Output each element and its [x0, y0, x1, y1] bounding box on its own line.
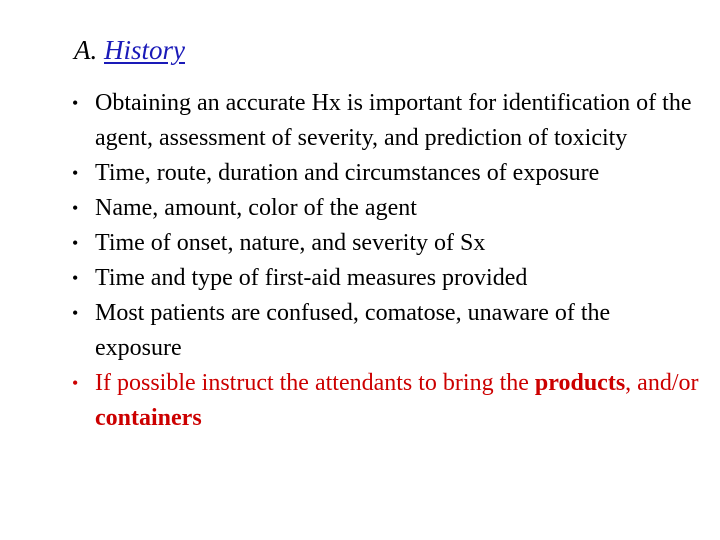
bullet-text: Time, route, duration and circumstances of exposure [95, 160, 600, 186]
bullet-text: Obtaining an accurate Hx is important for identification of the agent, assessment of severity, and prediction of toxicity [95, 90, 692, 151]
bullet-item [60, 296, 700, 366]
bullet-list [60, 86, 700, 436]
slide-title [74, 33, 185, 67]
bullet-text: Name, amount, color of the agent [95, 195, 417, 221]
bullet-dot-icon: • [72, 268, 79, 288]
bullet-dot-icon: • [72, 163, 79, 183]
bullet-item [60, 86, 700, 156]
bullet-dot-icon: • [72, 198, 79, 218]
bullet-item-highlight [60, 366, 700, 436]
bullet-dot-icon: • [72, 303, 79, 323]
bullet-text: Time of onset, nature, and severity of Sx [95, 230, 486, 256]
bullet-text: Time and type of first-aid measures provided [95, 265, 528, 291]
bullet-item [60, 226, 700, 261]
bullet-text: Most patients are confused, comatose, unaware of the exposure [95, 300, 611, 361]
bullet-item [60, 156, 700, 191]
bullet-item [60, 261, 700, 296]
bullet-text-start: If possible instruct the attendants to bring the [95, 370, 535, 396]
bullet-dot-icon: • [72, 93, 79, 113]
bullet-dot-icon: • [72, 373, 79, 393]
bullet-item [60, 191, 700, 226]
title-prefix: A. [74, 35, 98, 65]
bold-products: products [534, 370, 626, 396]
bullet-dot-icon: • [72, 233, 79, 253]
bold-containers: containers [95, 405, 202, 431]
bullet-text-middle: , and/or [625, 370, 699, 396]
history-link[interactable]: History [104, 35, 185, 65]
